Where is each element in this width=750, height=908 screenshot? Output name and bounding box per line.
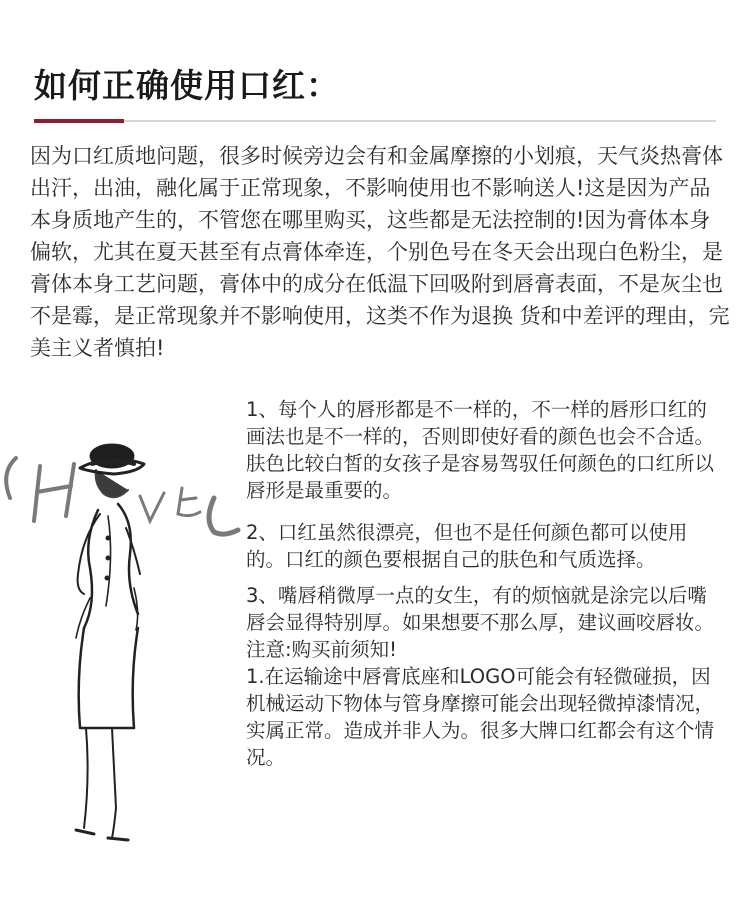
chanel-lettering — [6, 458, 238, 534]
tip-1: 1、每个人的唇形都是不一样的，不一样的唇形口红的画法也是不一样的，否则即使好看的颜色也会不合适。肤色比较白皙的女孩子是容易驾驭任何颜色的口红所以唇形是最重要的。 — [246, 398, 715, 502]
notice-text: 1.在运输途中唇膏底座和LOGO可能会有轻微碰损，因机械运动下物体与管身摩擦可能会出现轻微掉漆情况，实属正常。造成并非人为。很多大牌口红都会有这个情况。 — [246, 665, 715, 769]
figure-sketch — [76, 444, 144, 840]
notice-heading: 注意:购买前须知! — [246, 638, 397, 661]
fashion-sketch-illustration — [0, 418, 248, 888]
tip-2: 2、口红虽然很漂亮，但也不是任何颜色都可以使用的。口红的颜色要根据自己的肤色和气质选择。 — [246, 521, 688, 571]
title-accent-bar — [34, 119, 124, 123]
title-divider — [34, 120, 716, 122]
tip-3: 3、嘴唇稍微厚一点的女生，有的烦恼就是涂完以后嘴唇会显得特别厚。如果想要不那么厚，建议画咬唇妆。 — [246, 584, 715, 634]
tips-section — [246, 396, 726, 771]
intro-paragraph: 因为口红质地问题，很多时候旁边会有和金属摩擦的小划痕，天气炎热膏体出汗，出油，融化属于正常现象，不影响使用也不影响送人!这是因为产品本身质地产生的，不管您在哪里购买，这些都是无法控制的!因为膏体本身偏软，尤其在夏天甚至有点膏体牵连，个别色号在冬天会出现白色粉尘，是膏体本身工艺问题，膏体中的成分在低温下回吸附到唇膏表面，不是灰尘也不是霉，是正常现象并不影响使用，这类不作为退换 货和中差评的理由，完美主义者慎拍! — [30, 144, 730, 360]
page-title: 如何正确使用口红： — [34, 66, 340, 105]
